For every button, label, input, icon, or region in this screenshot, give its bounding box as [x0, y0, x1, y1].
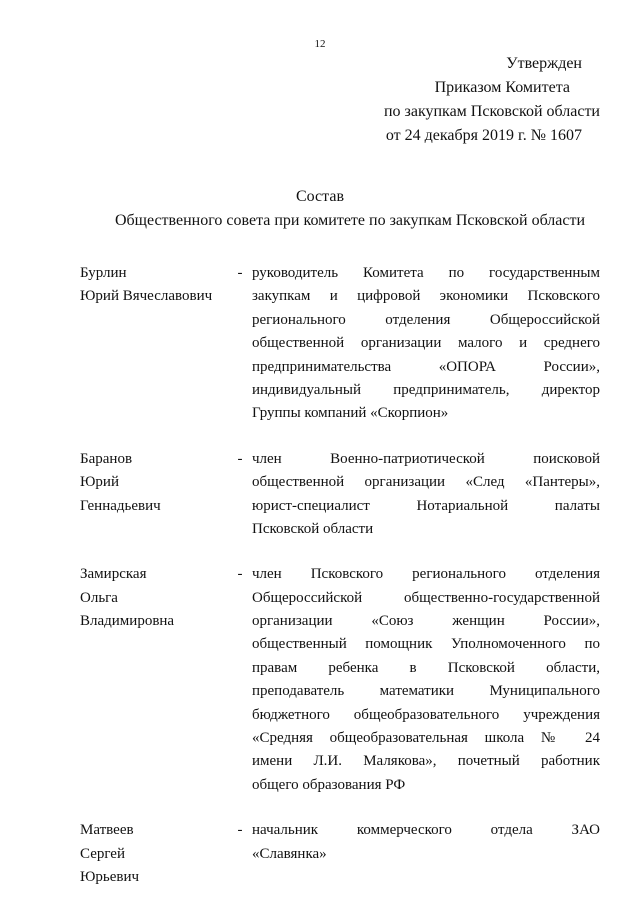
description-line: общественной организации малого и среднего [252, 335, 600, 352]
description-line: закупкам и цифровой экономики Псковского [252, 288, 600, 305]
member-description [252, 819, 600, 889]
description-line: имени Л.И. Малякова», почетный работник [252, 753, 600, 770]
member-patronymic: Юрьевич [80, 869, 140, 886]
member-name [80, 819, 228, 889]
member-dash: - [237, 822, 243, 839]
description-line: Псковской области [252, 520, 374, 537]
description-line: руководитель Комитета по государственным [252, 265, 600, 281]
description-line: начальник коммерческого отдела ЗАО [252, 822, 600, 839]
member-description [252, 448, 600, 542]
member-name [80, 448, 228, 542]
member-given-name: Сергей [80, 845, 125, 862]
approval-title: Утвержден [506, 55, 582, 72]
description-line: «Средняя общеобразовательная школа № 24 [252, 730, 600, 747]
description-line: Общероссийской общественно-государственной [252, 589, 600, 606]
description-line: общественной организации «След «Пантеры», [252, 474, 600, 491]
page-number: 12 [314, 38, 326, 50]
heading-subtitle: Общественного совета при комитете по закупкам Псковской области [114, 212, 586, 229]
description-line: общественный помощник Уполномоченного по [252, 636, 600, 653]
member-given-name: Ольга [80, 589, 118, 606]
approval-block [300, 52, 600, 148]
member-name [80, 262, 228, 426]
approval-committee: по закупкам Псковской области [383, 103, 600, 120]
description-line: член Военно-патриотической поисковой [252, 450, 600, 467]
member-surname: Матвеев [80, 822, 134, 839]
document-heading [0, 185, 640, 233]
description-line: преподаватель математики Муниципального [252, 683, 600, 700]
member-given-name: Юрий Вячеславович [80, 288, 213, 305]
member-surname: Баранов [80, 450, 133, 467]
approval-date: от 24 декабря 2019 г. № 1607 [385, 127, 582, 144]
heading-title: Состав [295, 188, 344, 205]
description-line: бюджетного общеобразовательного учреждения [252, 706, 600, 723]
description-line: юрист-специалист Нотариальной палаты [252, 497, 600, 514]
member-entry [80, 262, 600, 426]
member-patronymic: Владимировна [80, 613, 175, 630]
member-entry [80, 819, 600, 889]
description-line: индивидуальный предприниматель, директор [252, 381, 600, 398]
description-line: регионального отделения Общероссийской [252, 311, 600, 328]
member-name [80, 563, 228, 797]
member-description [252, 262, 600, 426]
description-line: член Псковского регионального отделения [252, 566, 600, 583]
members-list [80, 262, 600, 889]
description-line: «Славянка» [252, 845, 327, 862]
member-surname: Замирская [80, 566, 147, 583]
description-line: предпринимательства «ОПОРА России», [252, 358, 600, 375]
member-given-name: Юрий [80, 474, 119, 491]
description-line: общего образования РФ [252, 776, 406, 793]
approval-order: Приказом Комитета [434, 79, 570, 96]
member-entry [80, 563, 600, 797]
member-surname: Бурлин [80, 265, 127, 281]
member-entry [80, 448, 600, 542]
member-dash: - [237, 450, 243, 467]
member-dash: - [237, 566, 243, 583]
member-patronymic: Геннадьевич [80, 497, 161, 514]
member-dash: - [237, 265, 243, 281]
description-line: организации «Союз женщин России», [252, 613, 600, 630]
member-description [252, 563, 600, 797]
description-line: Группы компаний «Скорпион» [252, 405, 449, 422]
description-line: правам ребенка в Псковской области, [252, 659, 600, 676]
